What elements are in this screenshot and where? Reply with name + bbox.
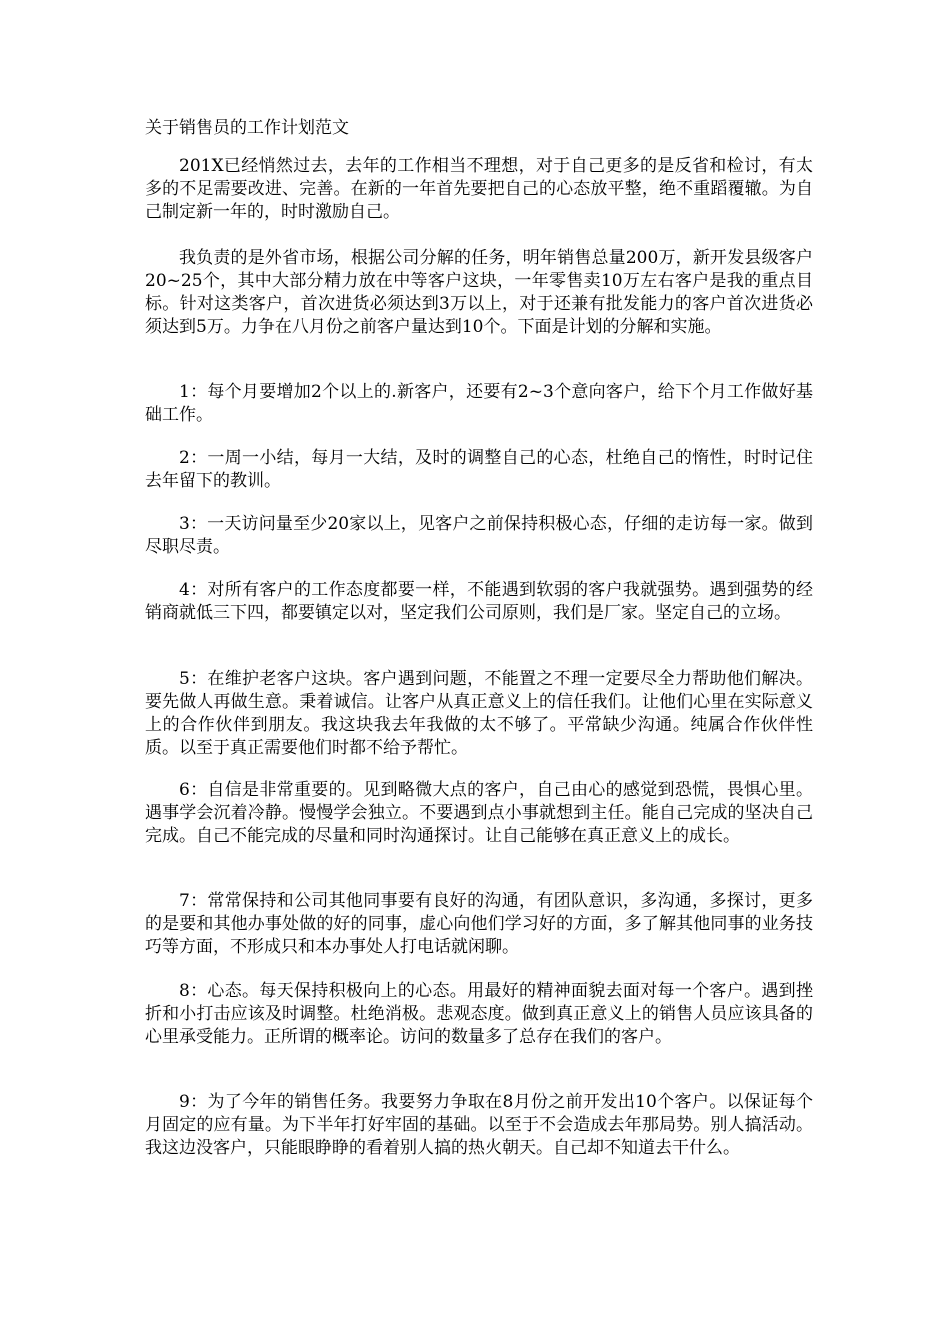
paragraph-9: 7：常常保持和公司其他同事要有良好的沟通，有团队意识，多沟通，多探讨，更多的是要和其他办事处做的好的同事，虚心向他们学习好的方面，多了解其他同事的业务技巧等方面，不形成只和本办事处人打电话就闲聊。 [145,891,813,957]
paragraph-11: 9：为了今年的销售任务。我要努力争取在8月份之前开发出10个客户。以保证每个月固定的应有量。为下半年打好牢固的基础。以至于不会造成去年那局势。别人搞活动。我这边没客户，只能眼睁睁的看着别人搞的热火朝天。自己却不知道去干什么。 [145,1092,813,1158]
paragraph-5: 3：一天访问量至少20家以上，见客户之前保持积极心态，仔细的走访每一家。做到尽职尽责。 [145,514,813,557]
paragraph-1: 201X已经悄然过去，去年的工作相当不理想，对于自己更多的是反省和检讨，有太多的不足需要改进、完善。在新的一年首先要把自己的心态放平整，绝不重蹈覆辙。为自己制定新一年的，时时激励自己。 [145,156,813,222]
paragraph-2: 我负责的是外省市场，根据公司分解的任务，明年销售总量200万，新开发县级客户20~25个，其中大部分精力放在中等客户这块，一年零售卖10万左右客户是我的重点目标。针对这类客户，首次进货必须达到3万以上，对于还兼有批发能力的客户首次进货必须达到5万。力争在八月份之前客户量达到10个。下面是计划的分解和实施。 [145,248,813,337]
paragraph-4: 2：一周一小结，每月一大结，及时的调整自己的心态，杜绝自己的惰性，时时记住去年留下的教训。 [145,448,813,491]
paragraph-7: 5：在维护老客户这块。客户遇到问题，不能置之不理一定要尽全力帮助他们解决。要先做人再做生意。秉着诚信。让客户从真正意义上的信任我们。让他们心里在实际意义上的合作伙伴到朋友。我这块我去年我做的太不够了。平常缺少沟通。纯属合作伙伴性质。以至于真正需要他们时都不给予帮忙。 [145,669,813,758]
paragraph-8: 6：自信是非常重要的。见到略微大点的客户，自己由心的感觉到恐慌，畏惧心里。遇事学会沉着冷静。慢慢学会独立。不要遇到点小事就想到主任。能自己完成的坚决自己完成。自己不能完成的尽量和同时沟通探讨。让自己能够在真正意义上的成长。 [145,780,813,846]
paragraph-3: 1：每个月要增加2个以上的.新客户，还要有2~3个意向客户，给下个月工作做好基础工作。 [145,382,813,425]
paragraph-6: 4：对所有客户的工作态度都要一样，不能遇到软弱的客户我就强势。遇到强势的经销商就低三下四，都要镇定以对，坚定我们公司原则，我们是厂家。坚定自己的立场。 [145,580,813,623]
paragraph-10: 8：心态。每天保持积极向上的心态。用最好的精神面貌去面对每一个客户。遇到挫折和小打击应该及时调整。杜绝消极。悲观态度。做到真正意义上的销售人员应该具备的心里承受能力。正所谓的概率论。访问的数量多了总存在我们的客户。 [145,981,813,1047]
document-title: 关于销售员的工作计划范文 [145,118,349,138]
